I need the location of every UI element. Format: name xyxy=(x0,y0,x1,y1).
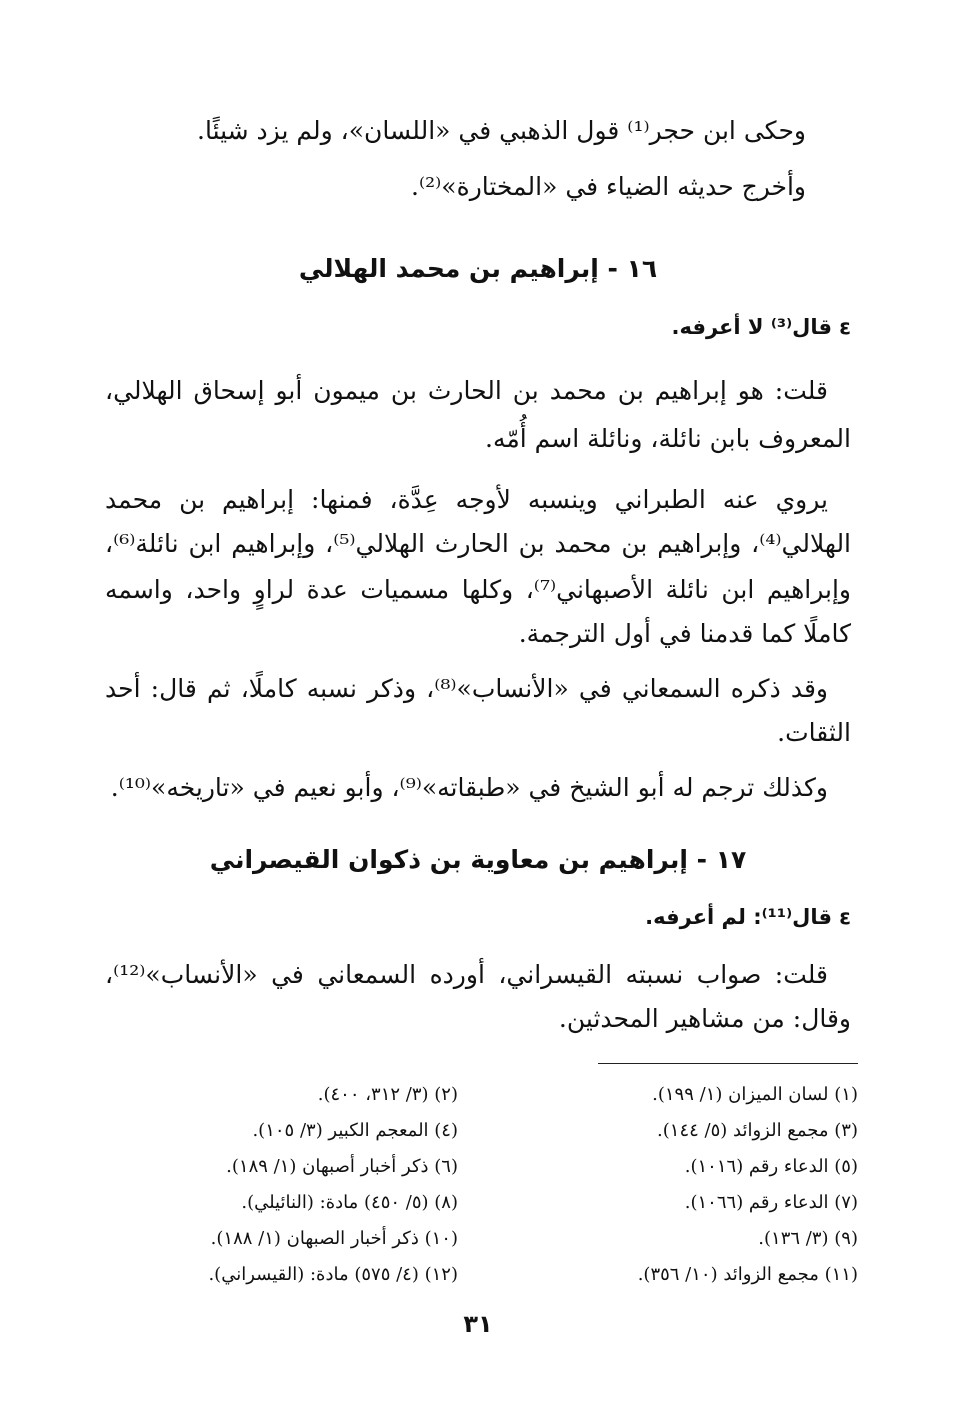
para-line-4: المعروف بابن نائلة، ونائلة اسم أُمّه. xyxy=(485,424,851,453)
footnote-3: (٣) مجمع الزوائد (٥/ ١٤٤). xyxy=(657,1120,858,1141)
footnote-11: (١١) مجمع الزوائد (١٠/ ٣٥٦). xyxy=(637,1264,858,1285)
para-line-6: الهلالي⁽⁴⁾، وإبراهيم بن محمد بن الحارث الهلالي⁽⁵⁾، وإبراهيم ابن نائلة⁽⁶⁾، xyxy=(105,529,852,558)
entry-17-heading: ١٧ - إبراهيم بن معاوية بن ذكوان القيصراني xyxy=(209,845,747,874)
para-line-8: كاملًا كما قدمنا في أول الترجمة. xyxy=(518,619,851,648)
footnote-6: (٦) ذكر أخبار أصبهان (١/ ١٨٩). xyxy=(226,1156,458,1177)
footnote-5: (٥) الدعاء رقم (١٠١٦). xyxy=(684,1156,858,1177)
para-line-5: يروي عنه الطبراني وينسبه لأوجه عِدَّة، فمنها: إبراهيم بن محمد xyxy=(105,485,828,514)
footnote-separator xyxy=(598,1063,858,1064)
para-line-13: وقال: من مشاهير المحدثين. xyxy=(558,1004,851,1033)
footnote-10: (١٠) ذكر أخبار الصبهان (١/ ١٨٨). xyxy=(210,1228,458,1249)
footnote-2: (٢) (٣/ ٣١٢، ٤٠٠). xyxy=(317,1084,458,1105)
footnote-12: (١٢) (٤/ ٥٧٥) مادة: (القيسراني). xyxy=(208,1264,458,1285)
para-line-7: وإبراهيم ابن نائلة الأصبهاني⁽⁷⁾، وكلها مسميات عدة لراوٍ واحد، واسمه xyxy=(105,575,851,604)
entry-17-qal: ε قال⁽¹¹⁾: لم أعرفه. xyxy=(645,905,851,929)
entry-16-qal: ε قال⁽³⁾ لا أعرفه. xyxy=(671,315,851,339)
entry-16-heading: ١٦ - إبراهيم بن محمد الهلالي xyxy=(298,254,658,283)
para-line-11: وكذلك ترجم له أبو الشيخ في «طبقاته»⁽⁹⁾، وأبو نعيم في «تاريخه»⁽¹⁰⁾. xyxy=(110,773,828,802)
para-line-10: الثقات. xyxy=(777,718,851,747)
footnote-9: (٩) (٣/ ١٣٦). xyxy=(758,1228,858,1249)
footnote-4: (٤) المعجم الكبير (٣/ ١٠٥). xyxy=(252,1120,458,1141)
para-line-2: وأخرج حديثه الضياء في «المختارة»⁽²⁾. xyxy=(411,172,806,201)
para-line-12: قلت: صواب نسبته القيسراني، أورده السمعاني في «الأنساب»⁽¹²⁾، xyxy=(105,960,828,989)
para-line-3: قلت: هو إبراهيم بن محمد بن الحارث بن ميمون أبو إسحاق الهلالي، xyxy=(105,376,828,405)
footnote-8: (٨) (٥/ ٤٥٠) مادة: (النائيلي). xyxy=(241,1192,458,1213)
footnote-1: (١) لسان الميزان (١/ ١٩٩). xyxy=(652,1084,858,1105)
para-line-9: وقد ذكره السمعاني في «الأنساب»⁽⁸⁾، وذكر نسبه كاملًا، ثم قال: أحد xyxy=(105,674,828,703)
page-number: ٣١ xyxy=(463,1310,493,1338)
para-line-1: وحكى ابن حجر⁽¹⁾ قول الذهبي في «اللسان»، ولم يزد شيئًا. xyxy=(197,116,806,145)
footnote-7: (٧) الدعاء رقم (١٠٦٦). xyxy=(684,1192,858,1213)
